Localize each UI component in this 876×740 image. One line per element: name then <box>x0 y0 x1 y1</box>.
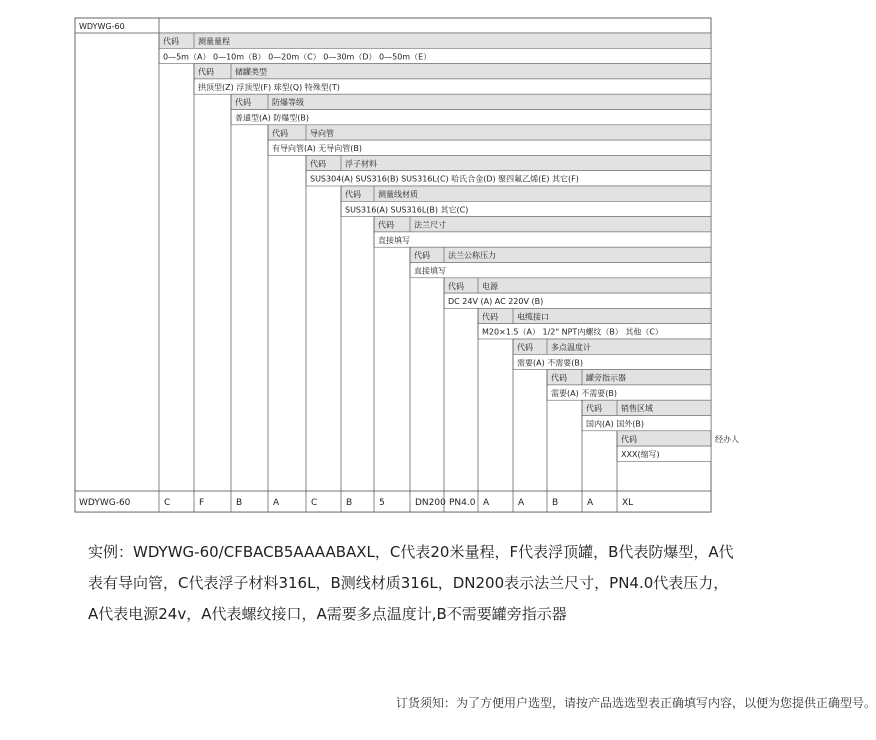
example-value-cell: B <box>552 498 559 508</box>
level-title: 测量线材质 <box>378 190 418 199</box>
level-options: DC 24V (A) AC 220V (B) <box>448 297 544 307</box>
level-options: 直接填写 <box>414 266 446 276</box>
level-title: 销售区域 <box>621 404 653 414</box>
example-model-cell: WDYWG-60 <box>79 498 131 508</box>
level-title: 法兰公称压力 <box>448 251 496 261</box>
example-value-cell: A <box>273 498 280 508</box>
level-title: 经办人 <box>715 434 739 444</box>
code-label: 代码 <box>517 343 533 352</box>
code-label: 代码 <box>586 404 602 414</box>
level-options: 需要(A) 不需要(B) <box>517 358 583 368</box>
example-value-cell: A <box>483 498 490 508</box>
level-title: 多点温度计 <box>551 343 591 352</box>
example-paragraph: 实例：WDYWG-60/CFBACB5AAAABAXL，C代表20米量程，F代表浮顶罐，B代表防爆型，A代表有导向管，C代表浮子材料316L，B测线材质316L，DN200表示法兰尺寸，PN4.0代表压力，A代表电源24v，A代表螺纹接口，A需要多点温度计,B不需要罐旁指示器 <box>88 543 734 623</box>
level-title: 法兰尺寸 <box>414 220 446 230</box>
level-title: 电源 <box>482 281 498 291</box>
model-header-cell: WDYWG-60 <box>79 22 125 31</box>
level-options: 需要(A) 不需要(B) <box>551 388 617 398</box>
example-value-cell: C <box>311 498 318 508</box>
options-row-bg <box>410 263 711 278</box>
level-title: 储罐类型 <box>235 67 267 77</box>
code-label: 代码 <box>272 128 288 138</box>
code-label: 代码 <box>198 67 214 77</box>
code-label: 代码 <box>235 98 251 108</box>
example-value-cell: 5 <box>379 498 385 508</box>
example-value-cell: PN4.0 <box>449 498 476 508</box>
code-row-bg <box>513 339 711 354</box>
level-title: 防爆等级 <box>272 98 304 108</box>
code-label: 代码 <box>163 37 179 46</box>
level-options: 国内(A) 国外(B) <box>586 419 644 429</box>
level-options: 拱顶型(Z) 浮顶型(F) 球型(Q) 特殊型(T) <box>198 82 340 92</box>
level-options: 0—5m（A） 0—10m（B） 0—20m（C） 0—30m（D） 0—50m（E） <box>163 52 432 62</box>
level-title: 罐旁指示器 <box>586 373 626 383</box>
level-title: 电缆接口 <box>517 312 549 322</box>
code-label: 代码 <box>414 251 430 261</box>
code-row-bg <box>194 64 711 79</box>
level-options: 普通型(A) 防爆型(B) <box>235 113 309 123</box>
order-note: 订货须知：为了方便用户选型，请按产品选选型表正确填写内容，以便为您提供正确型号。 <box>396 696 876 710</box>
example-value-cell: F <box>199 498 205 508</box>
code-row-bg <box>268 125 711 140</box>
level-title: 测量量程 <box>198 37 230 46</box>
level-options: SUS304(A) SUS316(B) SUS316L(C) 哈氏合金(D) 聚四氟乙烯(E) 其它(F) <box>310 174 579 184</box>
code-row-bg <box>547 370 711 385</box>
level-title: 导向管 <box>310 128 334 138</box>
example-value-cell: B <box>236 498 243 508</box>
example-value-cell: DN200 <box>415 498 446 508</box>
code-label: 代码 <box>482 312 498 322</box>
options-row-bg <box>374 232 711 247</box>
code-row-bg <box>159 33 711 48</box>
code-label: 代码 <box>621 434 637 444</box>
level-options: 直接填写 <box>378 235 410 245</box>
level-options: SUS316(A) SUS316L(B) 其它(C) <box>345 205 469 215</box>
example-value-cell: A <box>518 498 525 508</box>
example-value-cell: C <box>164 498 171 508</box>
code-label: 代码 <box>448 281 464 291</box>
code-label: 代码 <box>345 190 361 199</box>
code-label: 代码 <box>310 159 326 169</box>
code-label: 代码 <box>378 220 394 230</box>
level-title: 浮子材料 <box>345 159 377 169</box>
example-value-cell: A <box>587 498 594 508</box>
example-row <box>75 491 711 512</box>
level-options: M20×1.5（A） 1/2" NPT内螺纹（B） 其他（C） <box>482 327 663 337</box>
level-options: XXX(缩写) <box>621 450 660 460</box>
level-options: 有导向管(A) 无导向管(B) <box>272 144 362 154</box>
example-value-cell: B <box>346 498 353 508</box>
example-value-cell: XL <box>622 498 634 508</box>
code-label: 代码 <box>551 373 567 383</box>
